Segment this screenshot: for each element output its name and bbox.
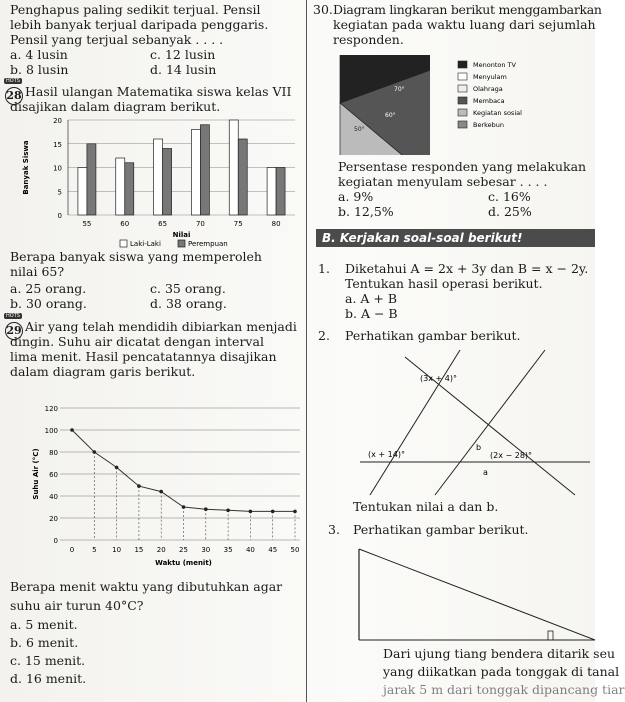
q30-line3: responden. xyxy=(333,32,404,47)
angle-label-top: (3x + 4)° xyxy=(420,374,457,383)
y-tick-label: 20 xyxy=(49,515,58,523)
x-axis-label: Waktu (menit) xyxy=(155,559,212,567)
q30-option-b: b. 12,5% xyxy=(338,204,394,219)
q28-option-d: d. 38 orang. xyxy=(150,296,227,311)
essay1-line2: Tentukan hasil operasi berikut. xyxy=(345,276,543,291)
x-tick-label: 55 xyxy=(82,220,92,228)
essay1-part-a: a. A + B xyxy=(345,291,398,306)
q28-line1: Hasil ulangan Matematika siswa kelas VII xyxy=(25,84,292,99)
data-point xyxy=(115,466,119,470)
legend-label: Laki-Laki xyxy=(130,240,161,248)
essay1-part-b: b. A − B xyxy=(345,306,398,321)
q28-option-c: c. 35 orang. xyxy=(150,281,226,296)
essay3-line1: Perhatikan gambar berikut. xyxy=(353,522,529,537)
temperature-line xyxy=(72,430,295,511)
bar-laki-laki xyxy=(116,158,125,215)
q29-option-c: c. 15 menit. xyxy=(10,653,86,668)
flagpole-figure xyxy=(345,545,595,645)
legend-swatch xyxy=(458,73,467,80)
x-tick-label: 80 xyxy=(271,220,281,228)
essay3-number: 3. xyxy=(328,522,340,537)
bar-laki-laki xyxy=(267,168,276,216)
hots-badge: HOTS xyxy=(6,78,20,84)
bar-perempuan xyxy=(125,163,134,215)
angle-label-right: (2x − 28)° xyxy=(490,451,533,460)
prev-question-line3: Pensil yang terjual sebanyak . . . . xyxy=(10,32,224,47)
q29-line4: dalam diagram garis berikut. xyxy=(10,364,196,379)
y-tick-label: 10 xyxy=(53,164,62,173)
q30-option-c: c. 16% xyxy=(488,189,531,204)
q29-after-line1: Berapa menit waktu yang dibutuhkan agar xyxy=(10,579,283,594)
data-point xyxy=(271,510,275,514)
bar-perempuan xyxy=(200,125,209,215)
essay3-after-line3: jarak 5 m dari tonggak dipancang tiar xyxy=(383,682,625,697)
q30-number: 30. xyxy=(313,2,333,17)
legend-swatch xyxy=(458,61,467,68)
bar-perempuan xyxy=(163,149,172,216)
legend-label: Menonton TV xyxy=(473,61,516,69)
q29-option-b: b. 6 menit. xyxy=(10,635,79,650)
q30-option-d: d. 25% xyxy=(488,204,532,219)
q28-option-b: b. 30 orang. xyxy=(10,296,87,311)
x-tick-label: 40 xyxy=(245,546,255,554)
bar-perempuan xyxy=(238,139,247,215)
prev-option-c: c. 12 lusin xyxy=(150,47,216,62)
legend-label: Perempuan xyxy=(188,240,228,248)
x-tick-label: 70 xyxy=(195,220,205,228)
data-point xyxy=(137,484,141,488)
essay2-line1: Perhatikan gambar berikut. xyxy=(345,328,521,343)
x-tick-label: 25 xyxy=(179,546,188,554)
y-tick-label: 5 xyxy=(57,188,62,197)
data-point xyxy=(204,507,208,511)
q28-after-line2: nilai 65? xyxy=(10,264,65,279)
legend-swatch xyxy=(458,97,467,104)
q30-after-line2: kegiatan menyulam sebesar . . . . xyxy=(338,174,548,189)
essay2-number: 2. xyxy=(318,328,330,343)
peg xyxy=(548,631,553,640)
q28-line2: disajikan dalam diagram berikut. xyxy=(10,99,221,114)
data-point xyxy=(70,428,74,432)
legend-label: Olahraga xyxy=(473,85,503,93)
column-divider xyxy=(306,0,307,702)
y-tick-label: 0 xyxy=(57,212,62,220)
essay1-number: 1. xyxy=(318,261,330,276)
angle-figure xyxy=(340,345,590,495)
q29-line2: dingin. Suhu air dicatat dengan interval xyxy=(10,334,264,349)
prev-option-b: b. 8 lusin xyxy=(10,62,69,77)
transversal-right xyxy=(435,350,545,495)
bar-perempuan xyxy=(276,168,285,216)
q30-after-line1: Persentase responden yang melakukan xyxy=(338,159,587,174)
hots-badge: HOTS xyxy=(6,313,20,319)
x-tick-label: 60 xyxy=(120,220,130,228)
q28-after-line1: Berapa banyak siswa yang memperoleh xyxy=(10,249,262,264)
y-tick-label: 0 xyxy=(53,537,58,545)
x-tick-label: 0 xyxy=(69,546,75,554)
essay2-after: Tentukan nilai a dan b. xyxy=(353,499,499,514)
data-point xyxy=(93,450,97,454)
question-number-29: 29 xyxy=(5,319,23,340)
bar-laki-laki xyxy=(154,139,163,215)
x-tick-label: 5 xyxy=(92,546,97,554)
prev-question-line1: Penghapus paling sedikit terjual. Pensil xyxy=(10,2,261,17)
q30-option-a: a. 9% xyxy=(338,189,374,204)
q29-line1: Air yang telah mendidih dibiarkan menjadi xyxy=(25,319,297,334)
essay3-after-line2: yang diikatkan pada tonggak di tanal xyxy=(383,664,620,679)
y-tick-label: 60 xyxy=(49,471,58,479)
x-tick-label: 10 xyxy=(112,546,122,554)
bar-chart xyxy=(0,112,300,247)
data-point xyxy=(249,510,253,514)
line-chart xyxy=(0,390,305,575)
q29-line3: lima menit. Hasil pencatatannya disajikan xyxy=(10,349,277,364)
y-axis-label: Banyak Siswa xyxy=(22,140,30,195)
q30-line2: kegiatan pada waktu luang dari sejumlah xyxy=(333,17,596,32)
legend-swatch xyxy=(120,240,127,247)
y-tick-label: 20 xyxy=(53,117,62,125)
data-point xyxy=(293,510,297,514)
x-tick-label: 45 xyxy=(268,546,278,554)
legend-label: Berkebun xyxy=(473,121,505,129)
legend-swatch xyxy=(458,121,467,128)
prev-question-line2: lebih banyak terjual daripada penggaris. xyxy=(10,17,269,32)
bar-perempuan xyxy=(87,144,96,215)
y-tick-label: 80 xyxy=(49,449,58,457)
x-tick-label: 15 xyxy=(134,546,144,554)
bar-laki-laki xyxy=(191,130,200,216)
rope xyxy=(359,549,595,640)
legend-label: Membaca xyxy=(473,97,505,105)
x-tick-label: 20 xyxy=(156,546,166,554)
slice-label: 70° xyxy=(394,86,405,93)
section-b-banner: B. Kerjakan soal-soal berikut! xyxy=(316,229,595,247)
legend-label: Kegiatan sosial xyxy=(473,109,522,117)
y-tick-label: 120 xyxy=(44,405,58,413)
angle-label-b: b xyxy=(476,443,482,452)
q29-option-d: d. 16 menit. xyxy=(10,671,87,686)
legend-label: Menyulam xyxy=(473,73,507,81)
x-tick-label: 50 xyxy=(290,546,300,554)
essay3-after-line1: Dari ujung tiang bendera ditarik seu xyxy=(383,646,616,661)
legend-swatch xyxy=(178,240,185,247)
bar-laki-laki xyxy=(78,168,87,216)
y-tick-label: 100 xyxy=(44,427,58,435)
legend-swatch xyxy=(458,85,467,92)
angle-label-left: (x + 14)° xyxy=(368,450,405,459)
pie-chart xyxy=(330,55,595,155)
data-point xyxy=(226,509,230,513)
slice-label: 60° xyxy=(385,112,396,119)
transversal-left xyxy=(370,350,460,495)
question-number-28: 28 xyxy=(5,84,23,105)
x-tick-label: 30 xyxy=(201,546,211,554)
x-axis-label: Nilai xyxy=(172,231,191,239)
angle-label-a: a xyxy=(483,468,488,477)
prev-option-a: a. 4 lusin xyxy=(10,47,68,62)
data-point xyxy=(182,505,186,509)
q28-option-a: a. 25 orang. xyxy=(10,281,87,296)
q29-after-line2: suhu air turun 40°C? xyxy=(10,598,144,613)
q30-line1: Diagram lingkaran berikut menggambarkan xyxy=(333,2,602,17)
y-tick-label: 15 xyxy=(53,140,62,149)
bar-laki-laki xyxy=(229,120,238,215)
slice-label: 50° xyxy=(354,126,365,133)
data-point xyxy=(159,490,163,494)
legend-swatch xyxy=(458,109,467,116)
x-tick-label: 65 xyxy=(158,220,168,228)
q29-option-a: a. 5 menit. xyxy=(10,617,78,632)
x-tick-label: 75 xyxy=(233,220,243,228)
x-tick-label: 35 xyxy=(223,546,233,554)
prev-option-d: d. 14 lusin xyxy=(150,62,217,77)
y-axis-label: Suhu Air (°C) xyxy=(32,448,40,500)
essay1-line1: Diketahui A = 2x + 3y dan B = x − 2y. xyxy=(345,261,589,276)
y-tick-label: 40 xyxy=(49,493,58,501)
